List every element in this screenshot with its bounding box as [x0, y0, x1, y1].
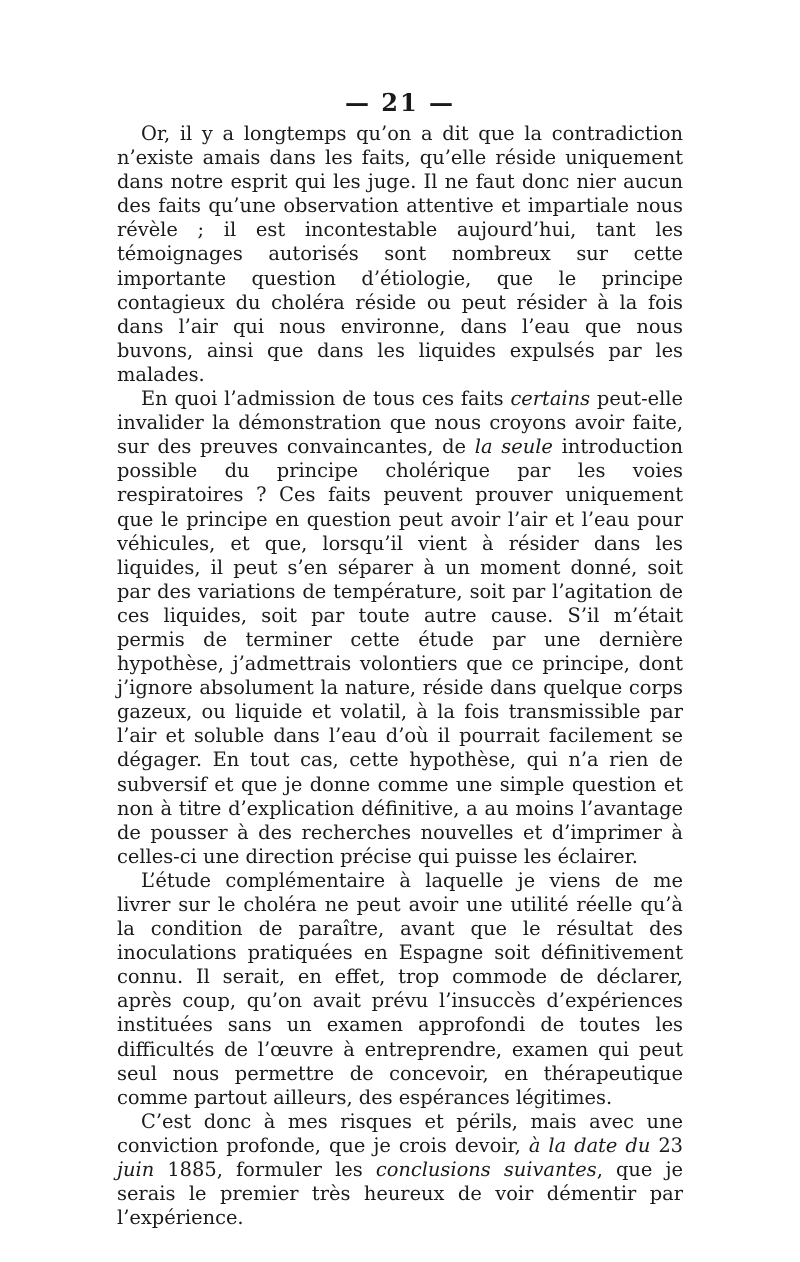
- text-segment: introduction possible du principe cholérique par les voies respiratoires ? Ces faits peuvent prouver uniquement que le principe en question peut avoir l’air et l’eau pour véhicules, et que, lorsqu’il vient à résider dans les liquides, il peut s’en séparer à un moment donné, soit par des variations de température, soit par l’agitation de ces liquides, soit par toute autre cause. S’il m’était permis de terminer cette étude par une dernière hypothèse, j’admettrais volontiers que ce principe, dont j’ignore absolument la nature, réside dans quelque corps gazeux, ou liquide et volatil, à la fois transmissible par l’air et soluble dans l’eau d’où il pourrait facilement se dégager. En tout cas, cette hypothèse, qui n’a rien de subversif et que je donne comme une simple question et non à titre d’explication définitive, a au moins l’avantage de pousser à des recherches nouvelles et d’imprimer à celles-ci une direction précise qui puisse les éclairer.: [117, 435, 683, 868]
- page-number: — 21 —: [344, 88, 456, 117]
- text-segment: 23: [650, 1133, 683, 1157]
- italic-segment: à la date du: [528, 1133, 651, 1157]
- text-segment: En quoi l’admission de tous ces faits: [141, 387, 511, 411]
- paragraph: [117, 387, 683, 869]
- text-segment: C’est donc à mes risques et périls, mais avec une conviction profonde, que je crois devoir,: [117, 1109, 683, 1157]
- text-segment: peut-elle invalider la démonstration que nous croyons avoir faite, sur des preuves convaincantes, de: [117, 387, 683, 459]
- italic-segment: conclusions suivantes: [375, 1158, 597, 1182]
- body-text: [117, 122, 683, 1230]
- text-segment: 1885, formuler les: [154, 1158, 376, 1182]
- italic-segment: certains: [510, 387, 591, 411]
- paragraph: [117, 869, 683, 1110]
- paragraph: [117, 122, 683, 387]
- text-segment: , que je serais le premier très heureux de voir démentir par l’expérience.: [117, 1158, 683, 1230]
- text-segment: Or, il y a longtemps qu’on a dit que la contradiction n’existe amais dans les faits, qu’elle réside uniquement dans notre esprit qui les juge. Il ne faut donc nier aucun des faits qu’une observation attentive et impartiale nous révèle ; il est incontestable aujourd’hui, tant les témoignages autorisés sont nombreux sur cette importante question d’étiologie, que le principe contagieux du choléra réside ou peut résider à la fois dans l’air qui nous environne, dans l’eau que nous buvons, ainsi que dans les liquides expulsés par les malades.: [117, 122, 683, 386]
- italic-segment: la seule: [474, 435, 553, 459]
- paragraph: [117, 1110, 683, 1230]
- italic-segment: juin: [117, 1158, 155, 1182]
- text-segment: L’étude complémentaire à laquelle je viens de me livrer sur le choléra ne peut avoir une utilité réelle qu’à la condition de paraître, avant que le résultat des inoculations pratiquées en Espagne soit définitivement connu. Il serait, en effet, trop commode de déclarer, après coup, qu’on avait prévu l’insuccès d’expériences instituées sans un examen approfondi de toutes les difficultés de l’œuvre à entreprendre, examen qui peut seul nous permettre de concevoir, en thérapeutique comme partout ailleurs, des espérances légitimes.: [117, 868, 683, 1109]
